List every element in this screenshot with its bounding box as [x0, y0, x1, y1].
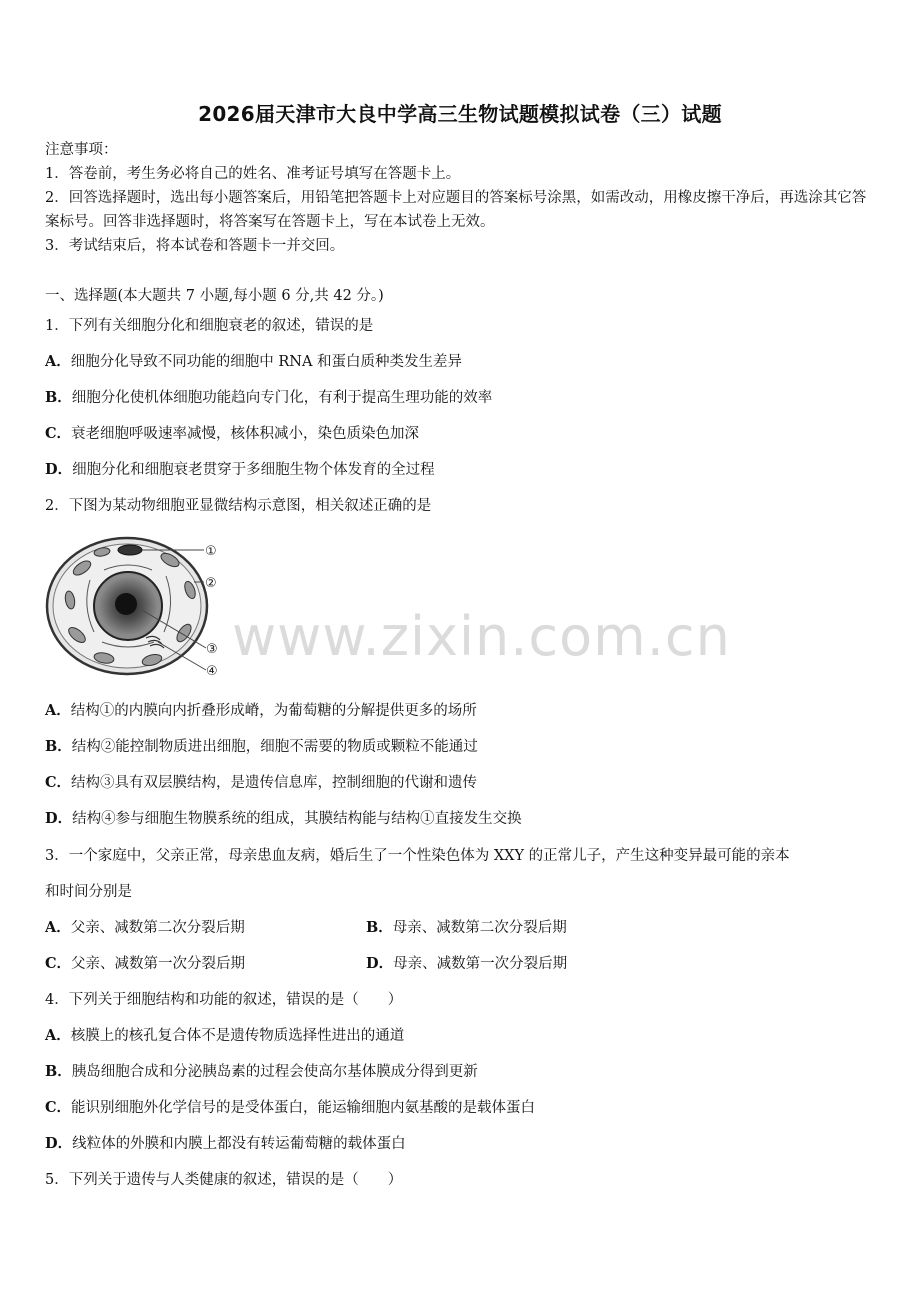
option-text: 母亲、减数第二次分裂后期	[392, 920, 567, 936]
option-letter: C．	[45, 1099, 72, 1116]
option-text: 结构①的内膜向内折叠形成嵴，为葡萄糖的分解提供更多的场所	[70, 703, 477, 719]
option-letter: A．	[45, 702, 71, 719]
q1-option-c	[45, 422, 419, 443]
question-3-stem-line2: 和时间分别是	[45, 884, 132, 900]
animal-cell-diagram	[42, 530, 232, 684]
option-letter: B．	[45, 1063, 72, 1080]
question-3-stem-line1: 3．一个家庭中，父亲正常，母亲患血友病，婚后生了一个性染色体为 XXY 的正常儿子，产生这种变异最可能的亲本	[45, 848, 790, 864]
q4-option-b	[45, 1060, 478, 1081]
label-3: ③	[206, 642, 218, 657]
option-letter: B．	[45, 738, 72, 755]
option-letter: D．	[45, 1135, 73, 1152]
option-text: 胰岛细胞合成和分泌胰岛素的过程会使高尔基体膜成分得到更新	[71, 1064, 478, 1080]
option-text: 线粒体的外膜和内膜上都没有转运葡萄糖的载体蛋白	[72, 1136, 406, 1152]
notice-item-1: 1．答卷前，考生务必将自己的姓名、准考证号填写在答题卡上。	[45, 166, 461, 182]
option-text: 核膜上的核孔复合体不是遗传物质选择性进出的通道	[70, 1028, 405, 1044]
option-letter: B．	[366, 919, 393, 936]
q4-option-a	[45, 1024, 404, 1045]
label-4: ④	[206, 664, 218, 679]
q3-option-b	[366, 916, 567, 937]
q2-option-b	[45, 735, 478, 756]
option-text: 能识别细胞外化学信号的是受体蛋白，能运输细胞内氨基酸的是载体蛋白	[71, 1100, 536, 1116]
q3-option-a	[45, 916, 245, 937]
question-4-stem: 4．下列关于细胞结构和功能的叙述，错误的是（ ）	[45, 992, 403, 1008]
option-letter: A．	[45, 919, 71, 936]
option-text: 结构②能控制物质进出细胞，细胞不需要的物质或颗粒不能通过	[71, 739, 478, 755]
q1-option-d	[45, 458, 435, 479]
q3-option-d	[366, 952, 567, 973]
option-letter: B．	[45, 389, 72, 406]
option-text: 细胞分化使机体细胞功能趋向专门化，有利于提高生理功能的效率	[71, 390, 493, 406]
option-letter: D．	[366, 955, 394, 972]
notice-item-3: 3．考试结束后，将本试卷和答题卡一并交回。	[45, 238, 345, 254]
option-letter: A．	[45, 1027, 71, 1044]
question-5-stem: 5．下列关于遗传与人类健康的叙述，错误的是（ ）	[45, 1172, 403, 1188]
notice-item-2: 2．回答选择题时，选出每小题答案后，用铅笔把答题卡上对应题目的答案标号涂黑，如需改动，用橡皮擦干净后，再选涂其它答案标号。回答非选择题时，将答案写在答题卡上，写在本试卷上无效。	[45, 190, 867, 230]
watermark: www.zixin.com.cn	[232, 605, 731, 668]
option-letter: C．	[45, 774, 72, 791]
option-text: 结构③具有双层膜结构，是遗传信息库，控制细胞的代谢和遗传	[71, 775, 478, 791]
notice-heading: 注意事项：	[45, 142, 118, 158]
q2-option-a	[45, 699, 477, 720]
q4-option-c	[45, 1096, 535, 1117]
option-text: 父亲、减数第二次分裂后期	[70, 920, 245, 936]
q3-option-c	[45, 952, 245, 973]
q2-option-d	[45, 807, 522, 828]
section-heading: 一、选择题(本大题共 7 小题,每小题 6 分,共 42 分。)	[45, 288, 384, 304]
q1-option-b	[45, 386, 492, 407]
option-text: 母亲、减数第一次分裂后期	[393, 956, 568, 972]
label-1: ①	[205, 544, 217, 559]
option-letter: C．	[45, 425, 72, 442]
option-letter: C．	[45, 955, 72, 972]
option-text: 父亲、减数第一次分裂后期	[71, 956, 246, 972]
page-title: 2026届天津市大良中学高三生物试题模拟试卷（三）试题	[198, 102, 722, 126]
option-letter: A．	[45, 353, 71, 370]
option-text: 细胞分化导致不同功能的细胞中 RNA 和蛋白质种类发生差异	[70, 354, 463, 370]
q4-option-d	[45, 1132, 406, 1153]
option-text: 细胞分化和细胞衰老贯穿于多细胞生物个体发育的全过程	[72, 462, 435, 478]
label-2: ②	[205, 576, 217, 591]
option-letter: D．	[45, 810, 73, 827]
question-2-stem: 2．下图为某动物细胞亚显微结构示意图，相关叙述正确的是	[45, 498, 432, 514]
option-text: 结构④参与细胞生物膜系统的组成，其膜结构能与结构①直接发生交换	[72, 811, 522, 827]
option-letter: D．	[45, 461, 73, 478]
question-1-stem: 1．下列有关细胞分化和细胞衰老的叙述，错误的是	[45, 318, 374, 334]
q1-option-a	[45, 350, 462, 371]
option-text: 衰老细胞呼吸速率减慢，核体积减小，染色质染色加深	[71, 426, 420, 442]
q2-option-c	[45, 771, 477, 792]
